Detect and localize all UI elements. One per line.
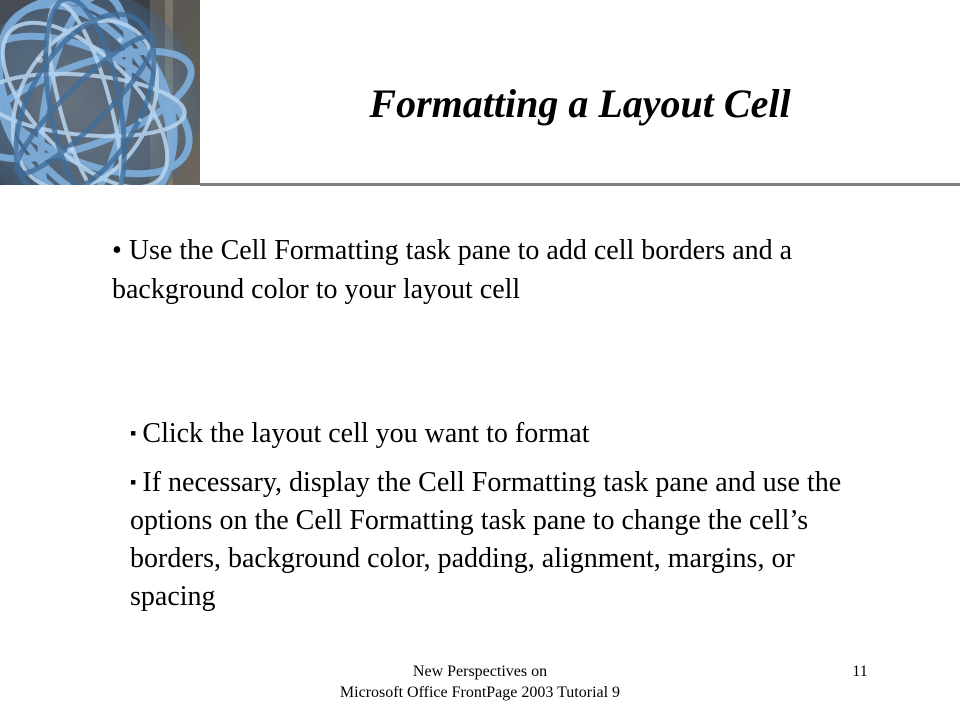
title-divider [200,183,960,186]
step-text-1: Click the layout cell you want to format [142,418,590,449]
step-item-1 [130,414,850,453]
globe-sculpture-icon [0,0,200,185]
square-bullet-icon: ▪ [130,423,137,443]
steps-list [130,414,850,626]
main-bullet [112,231,842,309]
slide-title: Formatting a Layout Cell [369,81,791,126]
globe-sculpture-image [0,0,200,185]
step-item-2 [130,463,850,616]
page-number: 11 [852,663,868,680]
footer-line-1: New Perspectives on [412,663,548,680]
main-bullet-text: Use the Cell Formatting task pane to add cell borders and a background color to your layout cell [112,235,793,305]
footer-line-2: Microsoft Office FrontPage 2003 Tutorial 9 [339,684,621,701]
square-bullet-icon: ▪ [130,472,137,492]
footer-course [280,661,680,703]
step-text-2: If necessary, display the Cell Formatting task pane and use the options on the Cell Formatting task pane to change the cell’s borders, background color, padding, alignment, margins, or spacing [130,467,842,612]
main-bullet-marker: • [112,235,122,266]
